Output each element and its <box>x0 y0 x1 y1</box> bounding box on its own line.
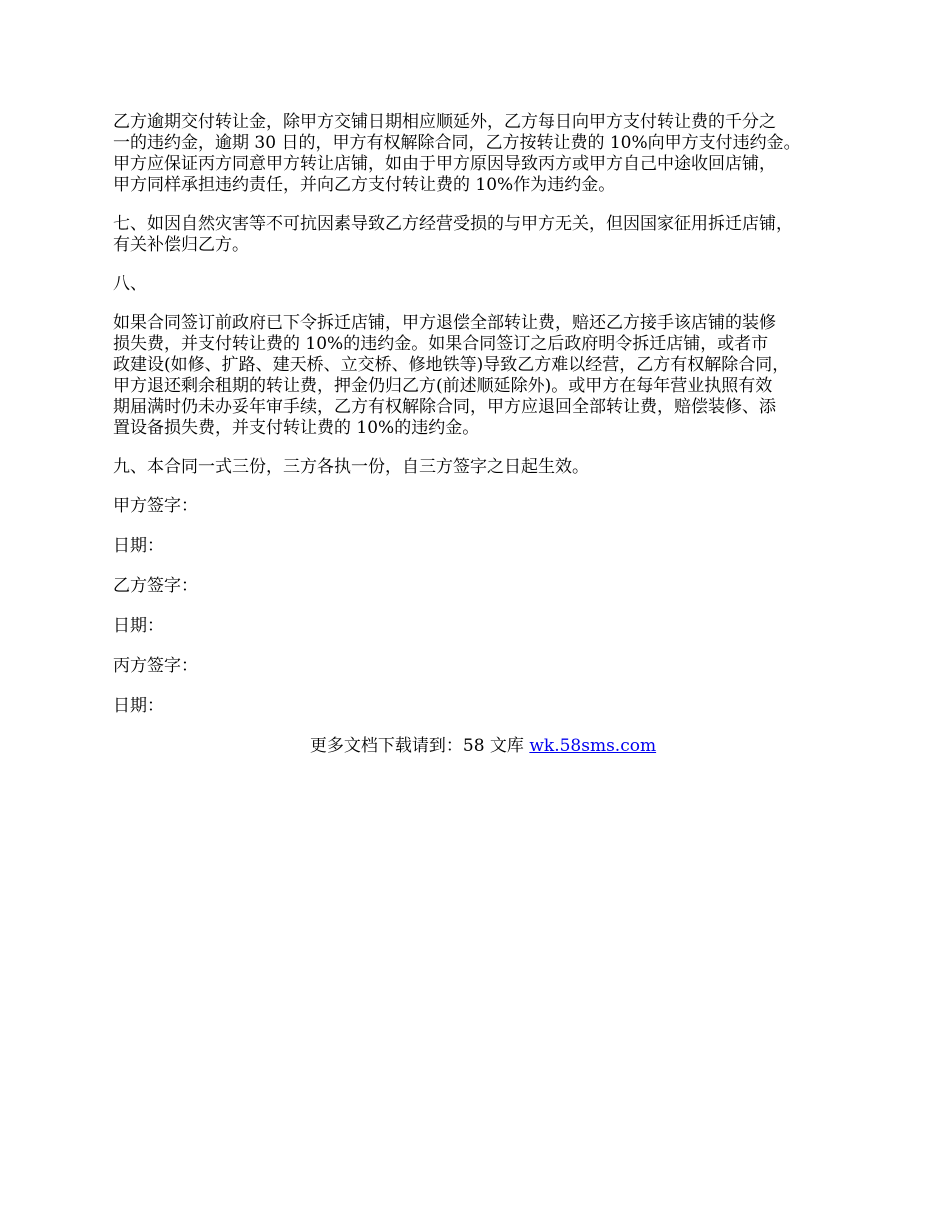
party-a-date-label: 日期： <box>113 536 164 556</box>
party-b-date-label: 日期： <box>113 616 164 636</box>
text-line: 乙方逾期交付转让金，除甲方交铺日期相应顺延外，乙方每日向甲方支付转让费的千分之 <box>113 112 776 132</box>
party-c-signature-label: 丙方签字： <box>113 656 198 676</box>
text-line: 期届满时仍未办妥年审手续，乙方有权解除合同，甲方应退回全部转让费，赔偿装修、添 <box>113 397 776 417</box>
document-page <box>113 112 853 757</box>
paragraph-clause-nine: 九、本合同一式三份，三方各执一份，自三方签字之日起生效。 <box>113 457 589 477</box>
download-footer <box>113 736 853 757</box>
paragraph-clause-seven <box>113 214 853 256</box>
text-line: 甲方应保证丙方同意甲方转让店铺，如由于甲方原因导致丙方或甲方自己中途收回店铺， <box>113 154 776 174</box>
party-b-signature-label: 乙方签字： <box>113 576 198 596</box>
text-line: 损失费，并支付转让费的 10%的违约金。如果合同签订之后政府明令拆迁店铺，或者市 <box>113 334 769 354</box>
paragraph-clause-eight-heading: 八、 <box>113 274 147 294</box>
party-a-signature-label: 甲方签字： <box>113 496 198 516</box>
text-line: 七、如因自然灾害等不可抗因素导致乙方经营受损的与甲方无关，但因国家征用拆迁店铺， <box>113 214 793 234</box>
text-line: 政建设(如修、扩路、建天桥、立交桥、修地铁等)导致乙方难以经营，乙方有权解除合同， <box>113 355 790 375</box>
text-line: 一的违约金，逾期 30 日的，甲方有权解除合同，乙方按转让费的 10%向甲方支付违约金。 <box>113 133 801 153</box>
text-line: 置设备损失费，并支付转让费的 10%的违约金。 <box>113 418 480 438</box>
party-c-date-label: 日期： <box>113 696 164 716</box>
footer-prefix-text: 更多文档下载请到：58 文库 <box>309 736 530 756</box>
text-line: 如果合同签订前政府已下令拆迁店铺，甲方退偿全部转让费，赔还乙方接手该店铺的装修 <box>113 313 776 333</box>
text-line: 甲方退还剩余租期的转让费，押金仍归乙方(前述顺延除外)。或甲方在每年营业执照有效 <box>113 376 773 396</box>
paragraph-demolition <box>113 313 853 439</box>
text-line: 甲方同样承担违约责任，并向乙方支付转让费的 10%作为违约金。 <box>113 175 616 195</box>
text-line: 有关补偿归乙方。 <box>113 235 249 255</box>
paragraph-late-payment <box>113 112 853 196</box>
footer-site-link[interactable]: wk.58sms.com <box>529 736 657 756</box>
